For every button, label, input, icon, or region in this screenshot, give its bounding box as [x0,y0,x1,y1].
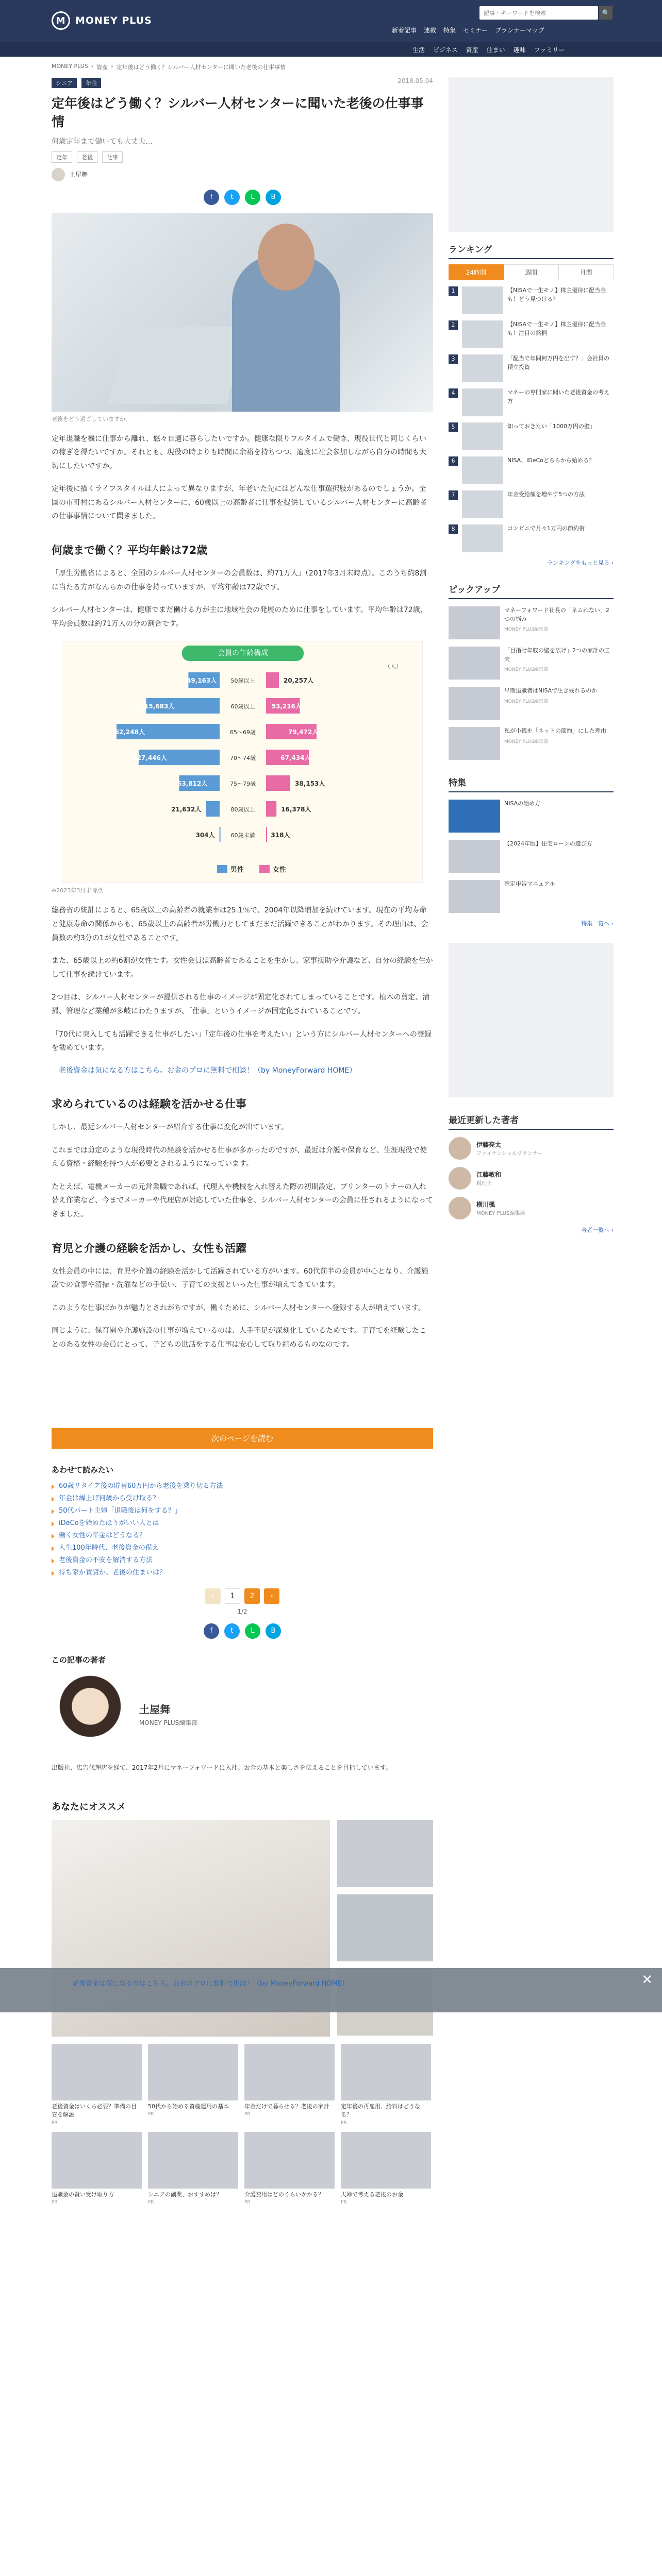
writer-avatar [52,1675,129,1753]
global-nav [392,26,544,35]
article-subtitle: 何歳定年まで働いても大丈夫… [52,137,153,146]
snav-item[interactable]: 資産 [466,46,478,54]
recommend-card[interactable]: 介護費用はどのくらいかかる？ PR [244,2132,335,2206]
paragraph: シルバー人材センターは、健康でまだ働ける方が主に地域社会の発展のために仕事をしています。平均年齢は72歳、平均会員数は約71万人の分の割合です。 [52,606,427,628]
ranking-item[interactable]: 5 知っておきたい「1000万円の壁」 [449,422,614,450]
bar-female [266,801,276,817]
hatena-share-icon[interactable]: B [266,190,281,205]
next-page-button[interactable]: 次のページを読む [52,1428,433,1449]
pagination [52,1588,433,1604]
bar-female [266,775,290,791]
bar-female [266,672,279,688]
legend-female: 女性 [259,864,286,874]
chart-source: ※2023年3月末時点 [52,887,103,894]
keyword-tag[interactable]: 老後 [77,151,97,163]
share-bar [52,190,433,205]
paragraph: 定年退職を機に仕事から離れ、悠々自適に暮らしたいですか。健康な限りフルタイムで働き、現役世代と同じくらいの稼ぎを得たいですか。それとも、現役の時よりも時間に余裕を持ちつつ、適度に社会参加しながら自分の時間も大切にしたいですか。 [52,434,427,470]
paragraph: 定年後に描くライフスタイルは人によって異なりますが、年老いた先にはどんな仕事選択肢があるのでしょうか。全国の市町村にあるシルバー人材センターに、60歳以上の高齢者に仕事を提供しているシルバー人材センターに高齢者の仕事事情について聞きました。 [52,485,427,521]
section-heading: 何歳まで働く？平均年齢は72歳 [52,544,208,557]
sidebar-ad[interactable] [449,77,614,232]
author-line[interactable] [52,168,433,181]
keyword-tag[interactable]: 定年 [52,151,72,163]
recommend-card[interactable]: 定年後の再雇用、給料はどうなる？ PR [341,2044,431,2126]
value-label-male: 162,248人 [110,728,145,736]
experts-more-link[interactable]: 著者一覧へ › [581,1227,614,1233]
bar-male [220,827,221,842]
snav-item[interactable]: 趣味 [513,46,526,54]
value-label-male: 127,446人 [133,754,167,762]
article [52,77,433,2205]
avatar [52,168,65,181]
paragraph: しかし、最近シルバー人材センターが紹介する仕事に変化が出ています。 [52,1123,288,1131]
line-share-icon[interactable]: L [245,190,260,205]
recommend-card[interactable]: シニアの副業、おすすめは？ PR [148,2132,238,2206]
value-label-female: 53,216人 [271,703,302,710]
paragraph: 総務省の統計によると、65歳以上の高齢者の就業率は25.1％で、2004年以降増加を続けています。現在の平均寿命と健康寿命の関係からも、65歳以上の高齢者が労働力としてまだまだ活躍できることがわかります。その理由は、会員数の約3分の1が女性であることです。 [52,906,428,942]
expert-item[interactable]: 伊藤亮太 ファイナンシャルプランナー [449,1137,614,1160]
tab-weekly[interactable]: 週間 [504,264,559,280]
category-label: 75〜79歳 [230,781,256,788]
site-header [0,0,662,57]
breadcrumb [52,63,286,71]
recommend-grid [52,2044,433,2206]
site-logo[interactable] [52,11,152,30]
paragraph: このような仕事ばかりが魅力とされがちですが、働くために、シルバー人材センターへ登録する人が増えています。 [52,1303,425,1312]
chart-unit: （人） [385,663,402,670]
tab-monthly[interactable]: 月間 [558,264,614,280]
pickup-item[interactable]: 早期退職者はNISAで生き残れるのか MONEY PLUS編集部 [449,687,614,720]
keyword-tag[interactable]: 仕事 [102,151,123,163]
ranking-item[interactable]: 2 【NISAで一生モノ】株主優待に配当金も！注目の銘柄 [449,320,614,348]
prev-page-button[interactable]: ‹ [205,1588,221,1604]
next-arrow-button[interactable]: › [264,1588,279,1604]
article-title: 定年後はどう働く？シルバー人材センターに聞いた老後の仕事事情 [52,96,424,130]
breadcrumb-sep: › [91,63,94,70]
hero-image [52,213,433,412]
hero-caption: 老後をどう過ごしていますか。 [52,415,131,422]
snav-item[interactable]: ビジネス [433,46,458,54]
related-list [52,1480,433,1579]
value-label-female: 79,472人 [288,728,319,736]
recommend-card[interactable]: 50代から始める資産運用の基本 PR [148,2044,238,2126]
category-label: 60歳以上 [230,703,255,710]
related-link[interactable]: 50代パート主婦「退職後は何をする？」 [52,1505,433,1517]
tokushu-item[interactable]: 【2024年版】住宅ローンの選び方 [449,840,614,873]
value-label-female: 16,378人 [281,806,311,814]
tokushu-item[interactable]: 確定申告マニュアル [449,880,614,913]
expert-item[interactable]: 江藤敏和 税理士 [449,1167,614,1190]
value-label-male: 21,632人 [171,806,202,814]
close-icon[interactable]: ✕ [641,1972,653,1988]
value-label-female: 38,153人 [295,780,325,788]
category-tag[interactable]: 年金 [81,78,101,88]
writer-name[interactable]: 土屋舞 [139,1703,170,1716]
publish-date: 2018.05.04 [398,77,433,84]
paragraph: 「厚生労働省によると、全国のシルバー人材センターの会員数は、約71万人」（2017年3月末時点）。このうち約8割に当たる方がなんらかの仕事を持っていますが、平均年齢は72歳です。 [52,569,427,591]
related-link[interactable]: 老後資金の不安を解消する方法 [52,1554,433,1567]
value-label-female: 20,257人 [283,677,314,685]
recommend-card[interactable]: 年金だけで暮らせる？老後の家計 PR [244,2044,335,2126]
ranking-item[interactable]: 1 【NISAで一生モノ】株主優待に配当金も！どう見つける？ [449,286,614,314]
paragraph: 女性会員の中には、育児や介護の経験を活かして活躍されている方がいます。60代前半の会員が中心となり、介護施設での食事や清掃・洗濯などの手伝い、子育ての支援といった仕事が増えてきています。 [52,1267,428,1290]
brand-name: MONEY PLUS [75,15,152,26]
ranking-tabs [449,264,614,280]
logo-mark-icon: M [52,11,70,30]
related-heading: あわせて読みたい [52,1465,114,1475]
value-label-male: 115,683人 [140,703,175,710]
value-label-female: 67,434人 [280,754,311,762]
sidebar-ad[interactable] [449,943,614,1097]
author-name: 土屋舞 [69,171,88,178]
ranking-heading: ランキング [449,242,614,259]
twitter-share-icon[interactable]: t [224,190,240,205]
chart-title: 会員の年齢構成 [182,646,304,661]
gnav-item[interactable]: 特集 [443,27,456,34]
writer-card [52,1675,433,1753]
pickup-heading: ピックアップ [449,582,614,599]
ranking-item[interactable]: 8 コンビニで月々1万円の節約術 [449,524,614,552]
snav-item[interactable]: 生活 [412,46,425,54]
paragraph: 同じように、保育園や介護施設の仕事が増えているのは、人手不足が深刻化しているためです。子育てを経験したことのある女性の会員にとって、子どもの世話をする仕事は安心して取り組めるものなのです。 [52,1327,426,1349]
value-label-male: 49,163人 [187,677,217,685]
age-chart [62,641,423,883]
promo-link[interactable]: 老後資金は気になる方はこちら。お金のプロに無料で相談！（by MoneyForward HOME） [59,1066,357,1075]
sub-nav [0,42,662,57]
paragraph: 2つ目は、シルバー人材センターが提供される仕事のイメージが固定化されてしまっていることです。植木の剪定、清掃、管理など業種が多岐にわたりますが、「仕事」というイメージが固定化されていることです。 [52,993,430,1015]
recommend-heading: あなたにオススメ [52,1801,126,1812]
related-link[interactable]: iDeCoを始めたほうがいい人とは [52,1517,433,1530]
section-heading: 求められているのは経験を活かせる仕事 [52,1097,246,1110]
tab-24h[interactable]: 24時間 [449,264,504,280]
recommend-thumb[interactable] [337,1820,433,1887]
hatena-share-icon[interactable]: B [266,1623,281,1639]
tokushu-item[interactable]: NISAの始め方 [449,800,614,833]
related-link[interactable]: 年金は繰上げ何歳から受け取る？ [52,1493,433,1505]
related-link[interactable]: 持ち家か賃貸か、老後の住まいは？ [52,1567,433,1579]
tokushu-more-link[interactable]: 特集一覧へ › [581,920,614,927]
chart-svg [62,641,423,884]
ranking-item[interactable]: 4 マネーの専門家に聞いた老後資金の考え方 [449,388,614,416]
related-link[interactable]: 60歳リタイア後の貯蓄60万円から老後を乗り切る方法 [52,1480,433,1493]
recommend-card[interactable]: 夫婦で考える老後のお金 PR [341,2132,431,2206]
search-input[interactable] [479,6,598,20]
experts-heading: 最近更新した著者 [449,1113,614,1130]
category-label: 50歳以上 [230,677,255,685]
pickup-item[interactable]: マネーフォワード社長の「ネムれない」2つの悩み MONEY PLUS編集部 [449,606,614,639]
category-label: 80歳以上 [230,806,255,814]
breadcrumb-item: 定年後はどう働く？シルバー人材センターに聞いた老後の仕事事情 [116,64,286,71]
promo-banner-link[interactable]: 老後資金は気になる方はこちら。お金のプロに無料で相談！（by MoneyForward HOME） [72,1980,349,1988]
page-1-button[interactable]: 1 [225,1588,240,1604]
writer-role: MONEY PLUS編集部 [139,1719,198,1726]
gnav-item[interactable]: プランナーマップ [495,27,544,34]
category-tag[interactable]: シニア [52,78,77,88]
breadcrumb-item[interactable]: 資産 [96,64,108,71]
category-label: 70〜74歳 [230,755,256,762]
snav-item[interactable]: ファミリー [534,46,565,54]
related-link[interactable]: 人生100年時代、老後資金の備え [52,1542,433,1554]
page-2-button[interactable]: 2 [244,1588,260,1604]
value-label-female: 318人 [271,832,290,839]
recommend-card[interactable]: 退職金の賢い受け取り方 PR [52,2132,142,2206]
twitter-share-icon[interactable]: t [224,1623,240,1639]
share-bar-bottom [52,1623,433,1639]
bar-female [266,827,267,842]
facebook-share-icon[interactable]: f [204,1623,219,1639]
section-heading: 育児と介護の経験を活かし、女性も活躍 [52,1242,246,1255]
sidebar [449,77,614,1234]
facebook-share-icon[interactable]: f [204,190,219,205]
category-label: 65〜69歳 [230,729,256,736]
gnav-item[interactable]: 連載 [424,27,437,34]
ranking-item[interactable]: 3 「配当で年間何万円を出す？」会社員の積立投資 [449,354,614,382]
ranking-item[interactable]: 6 NISA、iDeCoどちらから始める？ [449,456,614,484]
gnav-item[interactable]: 新着記事 [392,27,417,34]
tokushu-heading: 特集 [449,775,614,792]
recommend-card[interactable]: 老後資金はいくら必要？準備の目安を解説 PR [52,2044,142,2126]
sticky-promo-banner [0,1968,662,2012]
ranking-more-link[interactable]: ランキングをもっと見る › [547,560,614,566]
snav-item[interactable]: 住まい [486,46,505,54]
breadcrumb-item[interactable]: MONEY PLUS [52,63,88,70]
recommend-thumb[interactable] [337,1894,433,1961]
paragraph: 「70代に突入しても活躍できる仕事がしたい」「定年後の仕事を考えたい」という方にシルバー人材センターへの登録を勧めています。 [52,1030,432,1053]
line-share-icon[interactable]: L [245,1623,260,1639]
bar-male [206,801,220,817]
page-count: 1/2 [237,1607,247,1615]
breadcrumb-sep: › [111,63,113,70]
legend-male: 男性 [217,864,244,874]
paragraph: たとえば、電機メーカーの元営業職であれば、代理人や機械を入れ替えた際の初期設定、プリンターのトナーの入れ替え作業など、今までメーカーや代理店が対応していた仕事を、シルバー人材センターの会員に任されるようになってきました。 [52,1182,433,1218]
value-label-male: 63,812人 [177,780,208,788]
paragraph: また、65歳以上の約6割が女性です。女性会員は高齢者であることを生かし、家事援助や介護など、自分の経験を生かして仕事を続けています。 [52,957,433,979]
ranking-item[interactable]: 7 年金受給額を増やす5つの方法 [449,490,614,518]
pickup-item[interactable]: 「目指せ年収の壁を広げ」2つの家計の工夫 MONEY PLUS編集部 [449,647,614,680]
gnav-item[interactable]: セミナー [463,27,488,34]
value-label-male: 304人 [195,832,215,839]
related-link[interactable]: 働く女性の年金はどうなる？ [52,1530,433,1542]
paragraph: これまでは剪定のような現役時代の経験を活かせる仕事が多かったのですが、最近は介護や保育など、生涯現役で使える資格・経験を持つ人が必要とされるようになっています。 [52,1146,427,1168]
writer-heading: この記事の著者 [52,1655,106,1665]
pickup-item[interactable]: 私が小銭を「ネットの節約」にした理由 MONEY PLUS編集部 [449,727,614,760]
chart-legend [217,864,286,874]
writer-bio: 出版社、広告代理店を経て、2017年2月にマネーフォワードに入社。お金の基本と楽しさを伝えることを目指しています。 [52,1764,392,1771]
category-label: 60歳未満 [230,832,255,839]
expert-item[interactable]: 横川楓 MONEY PLUS編集部 [449,1197,614,1219]
search-button[interactable]: 🔍 [599,6,613,20]
